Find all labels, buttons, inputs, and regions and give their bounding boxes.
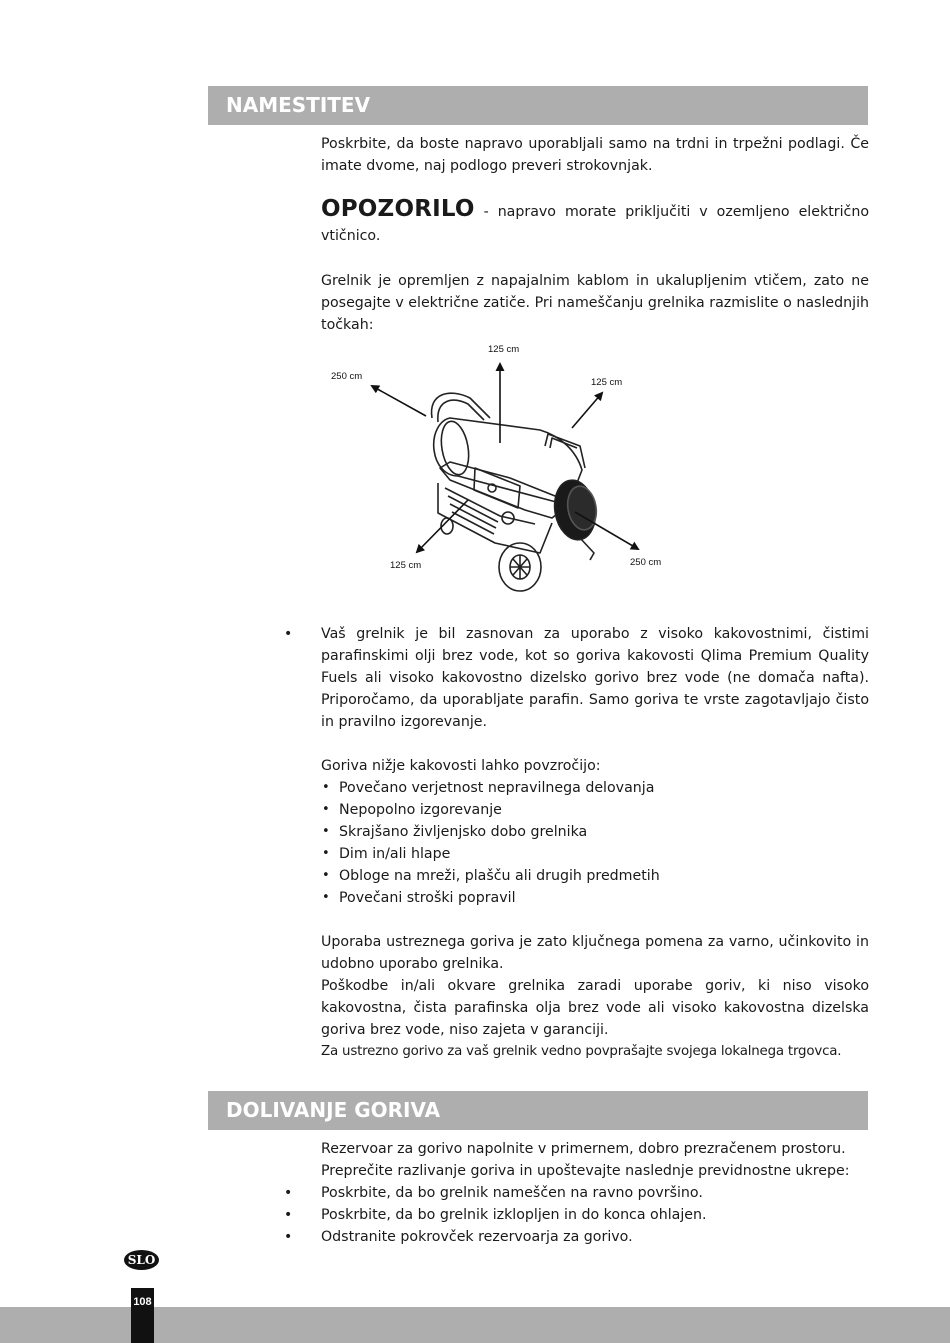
refuel-bullet-item: Poskrbite, da bo grelnik nameščen na ravno površino. [321, 1185, 703, 1201]
refuel-paragraph-2: Preprečite razlivanje goriva in upoštevajte naslednje previdnostne ukrepe: [321, 1163, 850, 1179]
label-top: 125 cm [488, 344, 520, 355]
consequence-item: Dim in/ali hlape [339, 846, 451, 862]
consequence-item: Nepopolno izgorevanje [339, 802, 502, 818]
sub-bullet-marker: • [322, 780, 330, 795]
refuel-paragraph-1: Rezervoar za gorivo napolnite v primernem, dobro prezračenem prostoru. [321, 1141, 846, 1157]
warning-text: - napravo morate priključiti v ozemljeno električno vtičnico. [321, 204, 869, 244]
install-paragraph-1: Poskrbite, da boste napravo uporabljali samo na trdni in trpežni podlagi. Če imate dvome, naj podlogo preveri strokovnjak. [321, 136, 869, 174]
fuel-quality-paragraph: Vaš grelnik je bil zasnovan za uporabo z visoko kakovostnimi, čistimi parafinskimi olji brez vode, kot so goriva kakovosti Qlima Premium Quality Fuels ali visoko kakovostno dizelsko gorivo brez vode (ne domača nafta). Priporočamo, da uporabljate parafin. Samo goriva te vrste zagotavljajo čisto in pravilno izgorevanje. [321, 626, 869, 730]
refuel-bullet-item: Poskrbite, da bo grelnik izklopljen in do konca ohlajen. [321, 1207, 707, 1223]
importance-paragraph: Uporaba ustreznega goriva je zato ključnega pomena za varno, učinkovito in udobno uporabo grelnika. [321, 934, 869, 972]
sub-bullet-marker: • [322, 846, 330, 861]
heater-clearance-diagram [320, 338, 680, 600]
warning-paragraph [321, 197, 869, 248]
refuel-bullet-item: Odstranite pokrovček rezervoarja za gorivo. [321, 1229, 633, 1245]
arrow-bottom-left [417, 500, 468, 552]
consequence-item: Skrajšano življenjsko dobo grelnika [339, 824, 588, 840]
arrow-top-left [372, 386, 426, 416]
warranty-paragraph: Poškodbe in/ali okvare grelnika zaradi uporabe goriv, ki niso visoko kakovostna, čista parafinska olja brez vode ali visoko kakovostna dizelska goriva brez vode, niso zajeta v garanciji. [321, 978, 869, 1038]
lower-quality-intro: Goriva nižje kakovosti lahko povzročijo: [321, 758, 601, 774]
bullet-marker: • [284, 1185, 293, 1201]
bullet-marker: • [284, 626, 293, 642]
bullet-marker: • [284, 1229, 293, 1245]
arrow-top-right [572, 393, 602, 428]
sub-bullet-marker: • [322, 868, 330, 883]
sub-bullet-marker: • [322, 802, 330, 817]
install-paragraph-2: Grelnik je opremljen z napajalnim kablom in ukalupljenim vtičem, zato ne posegajte v električne zatiče. Pri nameščanju grelnika razmislite o naslednjih točkah: [321, 273, 869, 333]
section-header-refuelling: DOLIVANJE GORIVA [208, 1091, 868, 1130]
dealer-paragraph: Za ustrezno gorivo za vaš grelnik vedno povprašajte svojega lokalnega trgovca. [321, 1044, 842, 1059]
page-number: 108 [131, 1288, 154, 1343]
label-bottom-left: 125 cm [390, 560, 422, 571]
label-top-right: 125 cm [591, 377, 623, 388]
section-header-installation: NAMESTITEV [208, 86, 868, 125]
consequence-item: Povečano verjetnost nepravilnega delovanja [339, 780, 655, 796]
sub-bullet-marker: • [322, 890, 330, 905]
sub-bullet-marker: • [322, 824, 330, 839]
bullet-marker: • [284, 1207, 293, 1223]
consequence-item: Obloge na mreži, plašču ali drugih predmetih [339, 868, 660, 884]
label-bottom-right: 250 cm [630, 557, 662, 568]
label-top-left: 250 cm [331, 371, 363, 382]
language-badge: SLO [124, 1250, 159, 1270]
warning-title: OPOZORILO [321, 196, 475, 222]
heater-drawing [432, 393, 600, 591]
consequence-item: Povečani stroški popravil [339, 890, 516, 906]
